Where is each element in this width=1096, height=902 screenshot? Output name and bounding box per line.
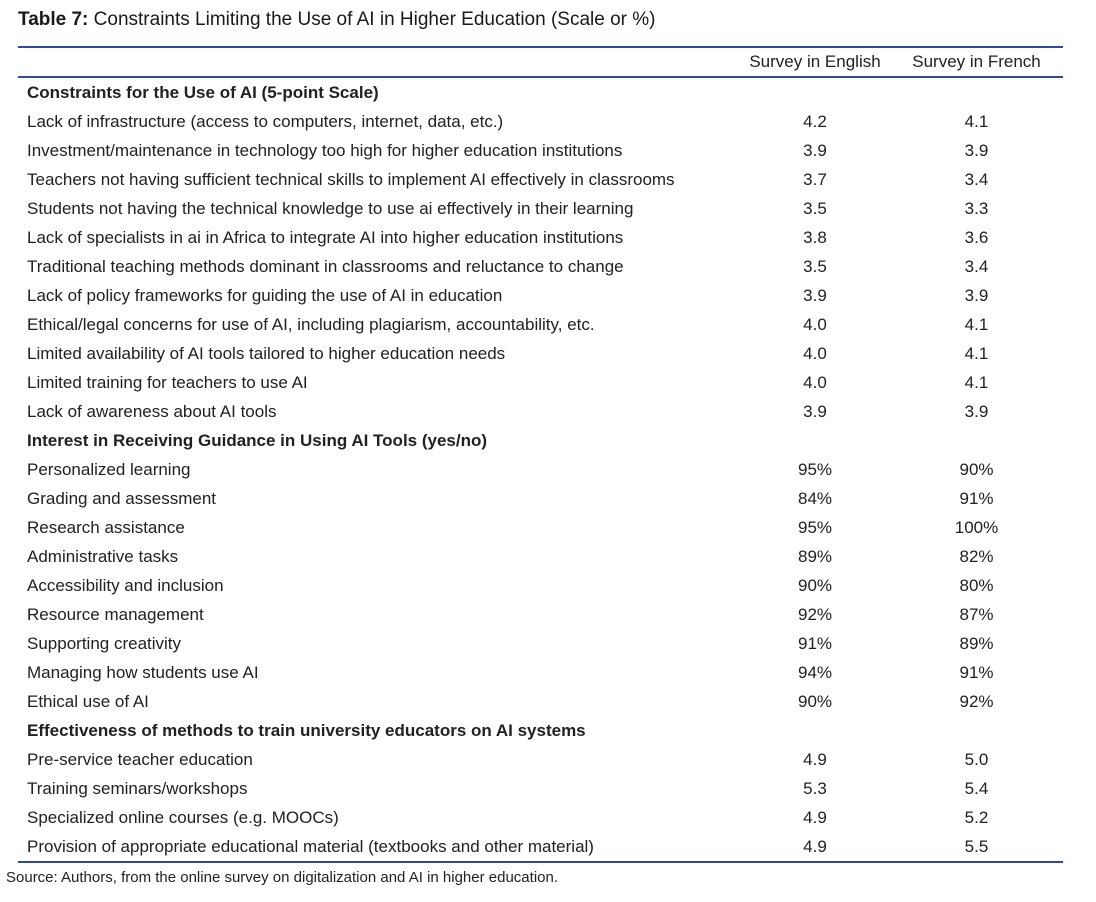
row-label: Lack of awareness about AI tools: [27, 401, 277, 421]
row-label: Lack of specialists in ai in Africa to integrate AI into higher education institutions: [27, 227, 624, 247]
value-survey-english: 90%: [797, 691, 833, 711]
row-label: Managing how students use AI: [27, 662, 259, 682]
source-note: Source: Authors, from the online survey on digitalization and AI in higher education.: [6, 869, 559, 886]
table-row: [18, 252, 1063, 281]
value-survey-english: 3.9: [803, 285, 827, 305]
row-label: Administrative tasks: [27, 546, 179, 566]
table-row: [18, 165, 1063, 194]
value-survey-french: 4.1: [964, 372, 989, 392]
value-survey-english: 4.0: [803, 372, 827, 392]
table-row: [18, 310, 1063, 339]
data-table: [18, 46, 1063, 863]
value-survey-english: 4.0: [803, 343, 827, 363]
table-row: [18, 658, 1063, 687]
table-row: [18, 774, 1063, 803]
table-row: [18, 339, 1063, 368]
table-row: [18, 397, 1063, 426]
section-header-label: Interest in Receiving Guidance in Using AI Tools (yes/no): [27, 430, 488, 450]
value-survey-french: 82%: [959, 546, 994, 566]
value-survey-english: 5.3: [803, 778, 827, 798]
value-survey-french: 5.2: [964, 807, 989, 827]
value-survey-french: 90%: [959, 459, 994, 479]
value-survey-french: 91%: [959, 662, 994, 682]
row-label: Ethical/legal concerns for use of AI, including plagiarism, accountability, etc.: [27, 314, 595, 334]
value-survey-french: 87%: [959, 604, 994, 624]
value-survey-english: 4.9: [803, 749, 827, 769]
column-header-french: Survey in French: [912, 52, 1041, 71]
section-header-row: [18, 716, 1063, 745]
table-body: [18, 78, 1063, 861]
value-survey-french: 4.1: [964, 343, 989, 363]
section-header-label: Constraints for the Use of AI (5-point Scale): [27, 82, 379, 102]
table-row: [18, 745, 1063, 774]
table-header-row: [18, 48, 1063, 78]
value-survey-french: 91%: [959, 488, 994, 508]
table-row: [18, 484, 1063, 513]
column-header-english: Survey in English: [749, 52, 881, 71]
row-label: Training seminars/workshops: [27, 778, 248, 798]
value-survey-english: 84%: [797, 488, 833, 508]
row-label: Accessibility and inclusion: [27, 575, 224, 595]
value-survey-english: 3.5: [803, 256, 827, 276]
value-survey-english: 3.9: [803, 401, 827, 421]
value-survey-french: 80%: [959, 575, 994, 595]
row-label: Lack of policy frameworks for guiding the use of AI in education: [27, 285, 503, 305]
row-label: Specialized online courses (e.g. MOOCs): [27, 807, 339, 827]
value-survey-english: 95%: [797, 459, 833, 479]
row-label: Traditional teaching methods dominant in classrooms and reluctance to change: [27, 256, 624, 276]
row-label: Provision of appropriate educational material (textbooks and other material): [27, 836, 594, 856]
table-row: [18, 832, 1063, 861]
value-survey-french: 3.9: [964, 401, 989, 421]
value-survey-french: 5.4: [964, 778, 989, 798]
value-survey-french: 3.9: [964, 285, 989, 305]
row-label: Lack of infrastructure (access to computers, internet, data, etc.): [27, 111, 504, 131]
value-survey-english: 95%: [797, 517, 833, 537]
section-header-row: [18, 426, 1063, 455]
value-survey-french: 3.4: [964, 169, 989, 189]
row-label: Teachers not having sufficient technical skills to implement AI effectively in classrooms: [27, 169, 675, 189]
value-survey-french: 5.5: [964, 836, 989, 856]
table-title-label: Table 7:: [18, 9, 89, 30]
table-row: [18, 803, 1063, 832]
table-title: [18, 7, 656, 33]
value-survey-french: 4.1: [964, 111, 989, 131]
value-survey-english: 94%: [797, 662, 833, 682]
value-survey-french: 92%: [959, 691, 994, 711]
value-survey-english: 4.9: [803, 807, 827, 827]
value-survey-english: 3.5: [803, 198, 827, 218]
section-header-label: Effectiveness of methods to train university educators on AI systems: [27, 720, 586, 740]
table-row: [18, 687, 1063, 716]
value-survey-english: 3.7: [803, 169, 827, 189]
value-survey-french: 3.6: [964, 227, 989, 247]
row-label: Pre-service teacher education: [27, 749, 253, 769]
row-label: Resource management: [27, 604, 204, 624]
table-row: [18, 629, 1063, 658]
value-survey-french: 4.1: [964, 314, 989, 334]
table-row: [18, 107, 1063, 136]
row-label: Research assistance: [27, 517, 185, 537]
row-label: Supporting creativity: [27, 633, 182, 653]
value-survey-english: 4.2: [803, 111, 827, 131]
value-survey-french: 89%: [959, 633, 994, 653]
table-row: [18, 136, 1063, 165]
table-row: [18, 368, 1063, 397]
table-row: [18, 194, 1063, 223]
table-title-text: Constraints Limiting the Use of AI in Higher Education (Scale or %): [88, 9, 656, 30]
value-survey-english: 4.0: [803, 314, 827, 334]
value-survey-english: 90%: [797, 575, 833, 595]
value-survey-english: 3.9: [803, 140, 827, 160]
table-row: [18, 223, 1063, 252]
value-survey-english: 3.8: [803, 227, 827, 247]
table-row: [18, 455, 1063, 484]
value-survey-english: 92%: [797, 604, 833, 624]
value-survey-french: 3.3: [964, 198, 989, 218]
row-label: Investment/maintenance in technology too high for higher education institutions: [27, 140, 623, 160]
table-row: [18, 542, 1063, 571]
table-row: [18, 513, 1063, 542]
row-label: Grading and assessment: [27, 488, 216, 508]
row-label: Students not having the technical knowledge to use ai effectively in their learning: [27, 198, 634, 218]
table-row: [18, 600, 1063, 629]
table-row: [18, 571, 1063, 600]
row-label: Limited availability of AI tools tailored to higher education needs: [27, 343, 506, 363]
value-survey-french: 3.9: [964, 140, 989, 160]
table-row: [18, 281, 1063, 310]
value-survey-english: 91%: [797, 633, 833, 653]
row-label: Personalized learning: [27, 459, 191, 479]
value-survey-english: 4.9: [803, 836, 827, 856]
value-survey-french: 5.0: [964, 749, 989, 769]
value-survey-english: 89%: [797, 546, 833, 566]
value-survey-french: 100%: [954, 517, 999, 537]
row-label: Ethical use of AI: [27, 691, 149, 711]
row-label: Limited training for teachers to use AI: [27, 372, 308, 392]
section-header-row: [18, 78, 1063, 107]
value-survey-french: 3.4: [964, 256, 989, 276]
